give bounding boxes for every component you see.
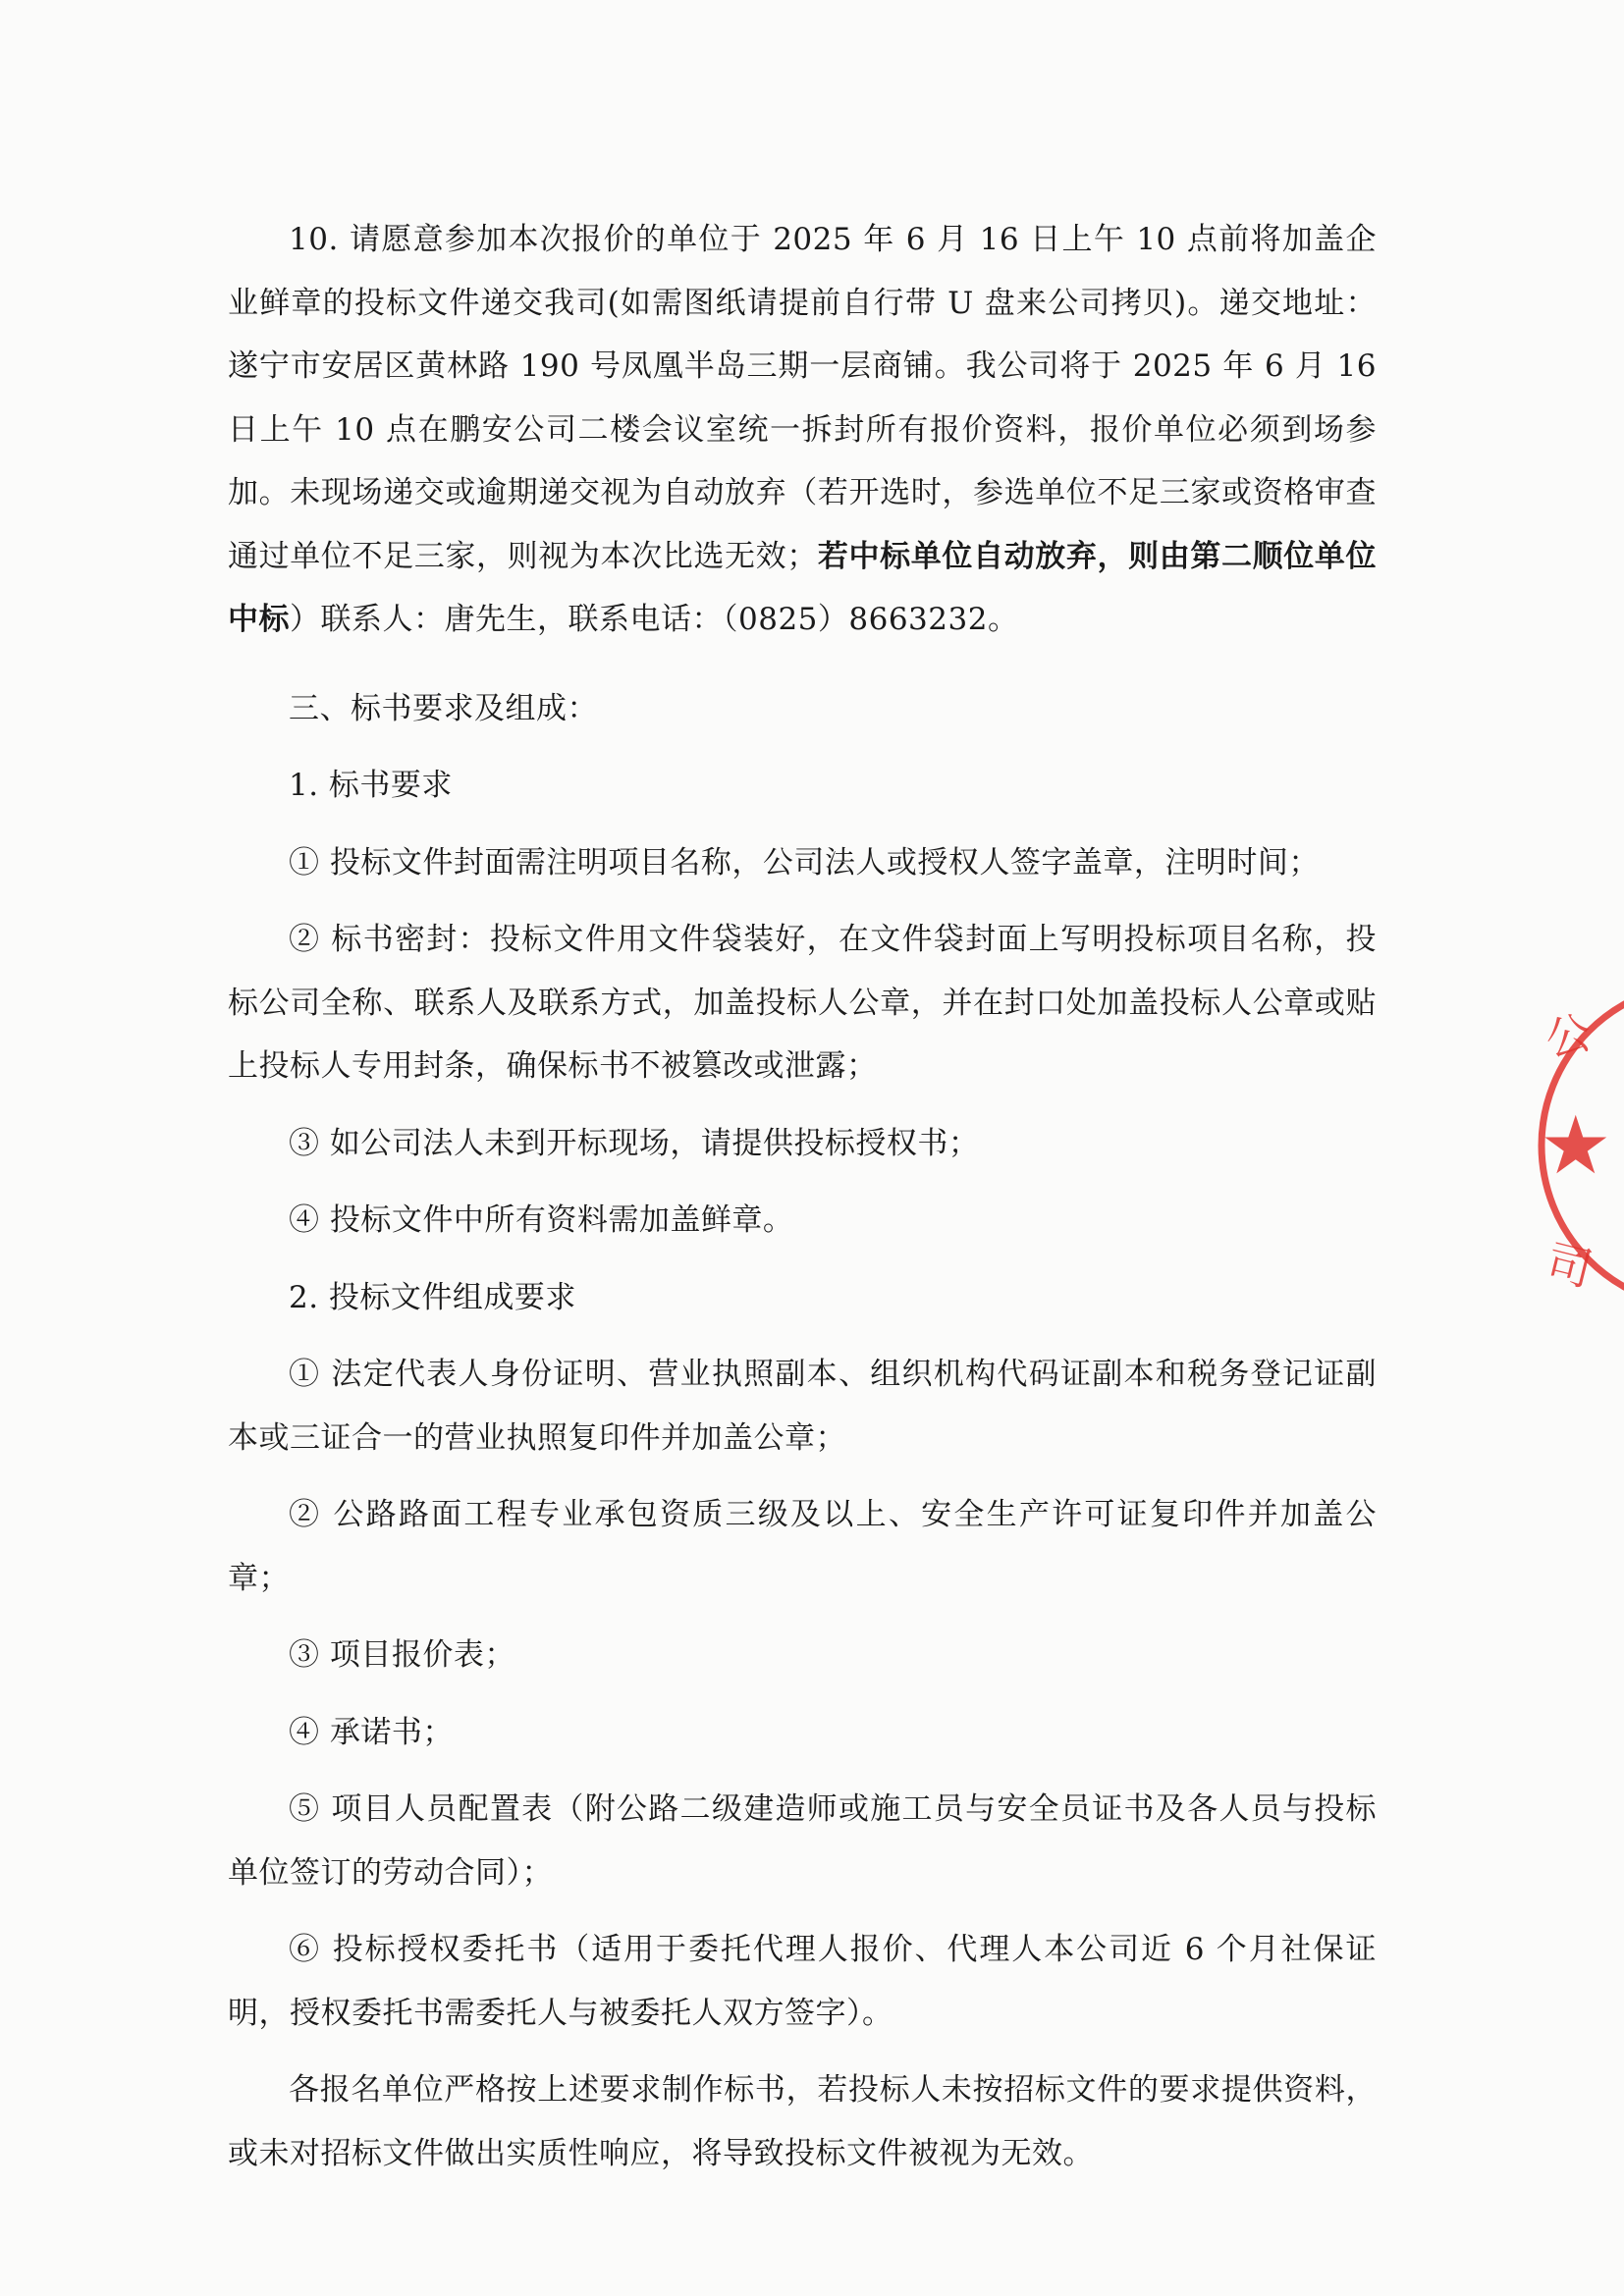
composition-item-1: ① 法定代表人身份证明、营业执照副本、组织机构代码证副本和税务登记证副本或三证合一的营业执照复印件并加盖公章； — [228, 1357, 1377, 1456]
document-body — [228, 208, 1377, 2185]
requirement-item-2: ② 标书密封：投标文件用文件袋装好，在文件袋封面上写明投标项目名称，投标公司全称、联系人及联系方式，加盖投标人公章，并在封口处加盖投标人公章或贴上投标人专用封条，确保标书不被篡改或泄露； — [228, 922, 1377, 1084]
composition-item-3: ③ 项目报价表； — [289, 1637, 515, 1673]
company-seal-stamp — [1532, 977, 1624, 1315]
subheading-bid-composition: 2. 投标文件组成要求 — [289, 1279, 576, 1315]
closing-paragraph: 各报名单位严格按上述要求制作标书，若投标人未按招标文件的要求提供资料，或未对招标文件做出实质性响应，将导致投标文件被视为无效。 — [228, 2072, 1377, 2171]
section-heading-3: 三、标书要求及组成： — [289, 690, 598, 726]
stamp-star-icon: ★ — [1540, 1099, 1612, 1193]
paragraph-10-tail-text: ）联系人：唐先生，联系电话：（0825）8663232。 — [290, 602, 1019, 637]
requirement-item-3: ③ 如公司法人未到开标现场，请提供投标授权书； — [289, 1125, 980, 1161]
subheading-bid-requirements: 1. 标书要求 — [289, 768, 453, 803]
paragraph-10-bold-text: 若中标单位自动放弃，则由第二顺位单位中标 — [228, 538, 1377, 637]
requirement-item-4: ④ 投标文件中所有资料需加盖鲜章。 — [289, 1202, 794, 1238]
paragraph-10-text: 10. 请愿意参加本次报价的单位于 2025 年 6 月 16 日上午 10 点前将加盖企业鲜章的投标文件递交我司(如需图纸请提前自行带 U 盘来公司拷贝)。递交地址：遂宁市安居区黄林路 190 号凤凰半岛三期一层商铺。我公司将于 2025 年 6 月 16 日上午 10 点在鹏安公司二楼会议室统一拆封所有报价资料，报价单位必须到场参加。未现场递交或逾期递交视为自动放弃（若开选时，参选单位不足三家或资格审查通过单位不足三家，则视为本次比选无效； — [228, 222, 1377, 574]
composition-item-4: ④ 承诺书； — [289, 1714, 454, 1750]
paragraph-item-10 — [228, 208, 1377, 652]
stamp-glyph-top: 公 — [1541, 1005, 1597, 1067]
composition-item-6: ⑥ 投标授权委托书（适用于委托代理人报价、代理人本公司近 6 个月社保证明，授权委托书需委托人与被委托人双方签字）。 — [228, 1932, 1377, 2031]
requirement-item-1: ① 投标文件封面需注明项目名称，公司法人或授权人签字盖章，注明时间； — [289, 844, 1320, 881]
stamp-glyph-bottom: 司 — [1541, 1234, 1598, 1297]
composition-item-5: ⑤ 项目人员配置表（附公路二级建造师或施工员与安全员证书及各人员与投标单位签订的劳动合同）； — [228, 1791, 1377, 1891]
composition-item-2: ② 公路路面工程专业承包资质三级及以上、安全生产许可证复印件并加盖公章； — [228, 1497, 1377, 1596]
